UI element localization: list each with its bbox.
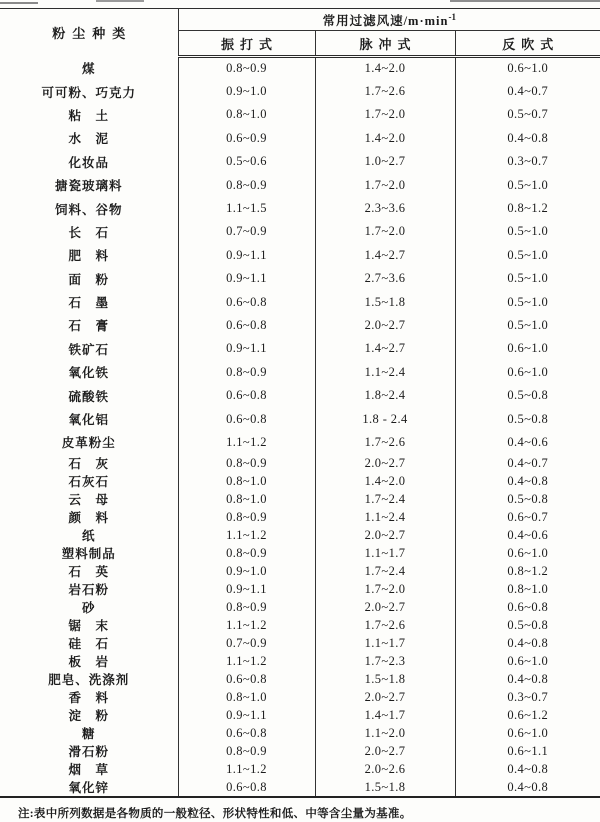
value-cell: 0.6~1.0	[455, 337, 600, 360]
value-cell: 1.1~1.2	[178, 760, 315, 778]
value-cell: 0.6~1.0	[455, 57, 600, 80]
table-row	[0, 384, 600, 407]
dust-type-cell: 化妆品	[68, 155, 109, 170]
dust-type-cell: 板 岩	[68, 655, 109, 670]
value-cell: 0.6~1.0	[455, 361, 600, 384]
value-cell: 0.8~1.0	[178, 688, 315, 706]
value-cell: 1.4~2.7	[315, 244, 455, 267]
value-cell: 2.0~2.7	[315, 688, 455, 706]
value-cell: 0.4~0.8	[455, 778, 600, 797]
table-row	[0, 290, 600, 313]
dust-type-cell: 煤	[81, 62, 96, 77]
value-cell: 0.8~1.0	[178, 472, 315, 490]
dust-type-cell: 岩石粉	[68, 583, 109, 598]
value-cell: 0.5~0.7	[455, 103, 600, 126]
value-cell: 0.5~1.0	[455, 267, 600, 290]
table-row	[0, 526, 600, 544]
dust-type-cell: 粘 土	[68, 108, 109, 123]
value-cell: 1.8~2.4	[315, 384, 455, 407]
dust-type-cell: 石 墨	[68, 296, 109, 311]
table-row	[0, 742, 600, 760]
value-cell: 0.6~0.8	[178, 724, 315, 742]
table-row	[0, 760, 600, 778]
filtration-speed-superscript: -1	[448, 11, 456, 22]
value-cell: 2.7~3.6	[315, 267, 455, 290]
value-cell: 1.7~2.0	[315, 580, 455, 598]
value-cell: 0.8~0.9	[178, 544, 315, 562]
dust-filtration-speed-table	[0, 8, 600, 798]
value-cell: 1.7~2.0	[315, 103, 455, 126]
dust-type-cell: 淀 粉	[68, 709, 109, 724]
value-cell: 1.5~1.8	[315, 670, 455, 688]
table-row	[0, 652, 600, 670]
value-cell: 1.7~2.0	[315, 173, 455, 196]
dust-type-cell: 石 膏	[68, 319, 109, 334]
value-cell: 0.8~0.9	[178, 508, 315, 526]
value-cell: 1.1~1.7	[315, 544, 455, 562]
dust-type-cell: 可可粉、巧克力	[41, 85, 136, 100]
column-header-filtration-speed	[178, 9, 600, 31]
dust-type-cell: 塑料制品	[61, 547, 116, 562]
table-note: 注:表中所列数据是各物质的一般粒径、形状特性和低、中等含尘量为基准。	[18, 808, 412, 821]
value-cell: 0.5~0.8	[455, 384, 600, 407]
filtration-speed-label: 常用过滤风速/m·min	[322, 13, 449, 28]
value-cell: 0.8~0.9	[178, 173, 315, 196]
column-header-pulse-type: 脉冲式	[315, 31, 455, 57]
value-cell: 0.5~1.0	[455, 244, 600, 267]
table-row	[0, 724, 600, 742]
value-cell: 0.6~1.1	[455, 742, 600, 760]
value-cell: 0.9~1.1	[178, 267, 315, 290]
dust-type-cell: 石 英	[68, 565, 109, 580]
dust-type-cell: 石灰石	[68, 475, 109, 490]
dust-type-cell: 硅 石	[68, 637, 109, 652]
value-cell: 0.9~1.1	[178, 337, 315, 360]
value-cell: 1.4~2.7	[315, 337, 455, 360]
value-cell: 0.9~1.0	[178, 562, 315, 580]
dust-type-cell: 云 母	[68, 493, 109, 508]
value-cell: 0.6~0.8	[455, 598, 600, 616]
value-cell: 0.6~0.8	[178, 670, 315, 688]
table-row	[0, 688, 600, 706]
value-cell: 0.4~0.8	[455, 127, 600, 150]
value-cell: 0.6~0.7	[455, 508, 600, 526]
scan-artifact	[96, 0, 144, 2]
table-row	[0, 127, 600, 150]
table-row	[0, 670, 600, 688]
value-cell: 0.4~0.6	[455, 526, 600, 544]
value-cell: 0.8~0.9	[178, 742, 315, 760]
value-cell: 1.5~1.8	[315, 290, 455, 313]
table-row	[0, 57, 600, 80]
value-cell: 0.8~1.0	[178, 103, 315, 126]
dust-type-cell: 长 石	[68, 225, 109, 240]
table-row	[0, 706, 600, 724]
value-cell: 0.8~0.9	[178, 598, 315, 616]
scan-artifact	[450, 0, 600, 2]
value-cell: 0.4~0.8	[455, 670, 600, 688]
table-row	[0, 616, 600, 634]
value-cell: 1.7~2.4	[315, 490, 455, 508]
value-cell: 1.1~1.2	[178, 616, 315, 634]
value-cell: 0.3~0.7	[455, 150, 600, 173]
value-cell: 1.7~2.6	[315, 80, 455, 103]
column-header-shaking-type: 振打式	[178, 31, 315, 57]
value-cell: 1.4~2.0	[315, 57, 455, 80]
dust-type-cell: 糖	[81, 727, 96, 742]
table-row	[0, 244, 600, 267]
value-cell: 1.4~2.0	[315, 127, 455, 150]
table-row	[0, 361, 600, 384]
value-cell: 1.7~2.4	[315, 562, 455, 580]
value-cell: 0.8~0.9	[178, 57, 315, 80]
value-cell: 0.7~0.9	[178, 634, 315, 652]
dust-type-cell: 烟 草	[68, 763, 109, 778]
value-cell: 1.7~2.6	[315, 616, 455, 634]
dust-type-cell: 水 泥	[68, 132, 109, 147]
value-cell: 1.4~2.0	[315, 472, 455, 490]
value-cell: 0.5~1.0	[455, 314, 600, 337]
value-cell: 1.7~2.3	[315, 652, 455, 670]
value-cell: 1.4~1.7	[315, 706, 455, 724]
value-cell: 0.4~0.6	[455, 431, 600, 454]
value-cell: 1.7~2.0	[315, 220, 455, 243]
value-cell: 0.6~0.8	[178, 384, 315, 407]
value-cell: 1.0~2.7	[315, 150, 455, 173]
dust-type-cell: 香 料	[68, 691, 109, 706]
table-row	[0, 80, 600, 103]
table-row	[0, 103, 600, 126]
value-cell: 1.1~1.2	[178, 526, 315, 544]
table-row	[0, 472, 600, 490]
table-row	[0, 508, 600, 526]
dust-type-cell: 砂	[81, 601, 96, 616]
value-cell: 0.9~1.0	[178, 80, 315, 103]
dust-type-cell: 面 粉	[68, 272, 109, 287]
value-cell: 0.6~0.8	[178, 778, 315, 797]
table-row	[0, 598, 600, 616]
table-row	[0, 431, 600, 454]
table-row	[0, 220, 600, 243]
scan-artifact	[0, 2, 38, 4]
dust-type-cell: 锯 末	[68, 619, 109, 634]
table-row	[0, 778, 600, 797]
value-cell: 0.5~0.8	[455, 490, 600, 508]
value-cell: 0.5~1.0	[455, 220, 600, 243]
table-row	[0, 634, 600, 652]
dust-type-cell: 石 灰	[68, 457, 109, 472]
value-cell: 0.4~0.8	[455, 472, 600, 490]
table-row	[0, 454, 600, 472]
value-cell: 1.1~1.5	[178, 197, 315, 220]
value-cell: 0.6~0.8	[178, 314, 315, 337]
table-row	[0, 580, 600, 598]
value-cell: 0.4~0.8	[455, 634, 600, 652]
dust-type-cell: 颜 料	[68, 511, 109, 526]
value-cell: 0.6~0.9	[178, 127, 315, 150]
table-header	[0, 9, 600, 57]
value-cell: 2.0~2.7	[315, 454, 455, 472]
value-cell: 1.1~2.4	[315, 508, 455, 526]
value-cell: 0.8~0.9	[178, 361, 315, 384]
header-row-top	[0, 9, 600, 31]
value-cell: 0.7~0.9	[178, 220, 315, 243]
value-cell: 0.4~0.8	[455, 760, 600, 778]
value-cell: 0.9~1.1	[178, 244, 315, 267]
dust-type-cell: 肥皂、洗涤剂	[48, 673, 130, 688]
dust-type-cell: 铁矿石	[68, 342, 109, 357]
dust-type-cell: 皮革粉尘	[61, 436, 116, 451]
table-row	[0, 544, 600, 562]
value-cell: 0.8~1.2	[455, 562, 600, 580]
value-cell: 0.3~0.7	[455, 688, 600, 706]
value-cell: 1.1~2.4	[315, 361, 455, 384]
value-cell: 2.0~2.7	[315, 526, 455, 544]
value-cell: 0.5~0.8	[455, 616, 600, 634]
table-row	[0, 197, 600, 220]
value-cell: 1.1~2.0	[315, 724, 455, 742]
value-cell: 2.0~2.7	[315, 598, 455, 616]
dust-type-cell: 氧化锌	[68, 781, 109, 796]
dust-type-cell: 氧化铁	[68, 366, 109, 381]
value-cell: 0.9~1.1	[178, 580, 315, 598]
value-cell: 0.6~1.0	[455, 652, 600, 670]
value-cell: 1.1~1.2	[178, 431, 315, 454]
value-cell: 0.5~0.8	[455, 407, 600, 430]
dust-type-cell: 搪瓷玻璃料	[54, 179, 123, 194]
table-row	[0, 337, 600, 360]
value-cell: 0.5~1.0	[455, 173, 600, 196]
table-row	[0, 267, 600, 290]
value-cell: 2.0~2.7	[315, 314, 455, 337]
value-cell: 0.9~1.1	[178, 706, 315, 724]
table-row	[0, 562, 600, 580]
dust-type-cell: 硫酸铁	[68, 389, 109, 404]
value-cell: 0.4~0.7	[455, 80, 600, 103]
dust-type-cell: 滑石粉	[68, 745, 109, 760]
table-row	[0, 314, 600, 337]
dust-type-cell: 肥 料	[68, 249, 109, 264]
value-cell: 0.6~1.2	[455, 706, 600, 724]
column-header-reverse-blow-type: 反吹式	[455, 31, 600, 57]
dust-type-cell: 纸	[81, 529, 96, 544]
table-row	[0, 490, 600, 508]
value-cell: 0.8~1.0	[455, 580, 600, 598]
value-cell: 0.6~1.0	[455, 544, 600, 562]
value-cell: 0.6~0.8	[178, 407, 315, 430]
value-cell: 0.4~0.7	[455, 454, 600, 472]
value-cell: 0.5~1.0	[455, 290, 600, 313]
table-row	[0, 150, 600, 173]
value-cell: 0.8~1.2	[455, 197, 600, 220]
value-cell: 0.6~0.8	[178, 290, 315, 313]
value-cell: 0.6~1.0	[455, 724, 600, 742]
value-cell: 1.1~1.7	[315, 634, 455, 652]
table-row	[0, 407, 600, 430]
table-body	[0, 57, 600, 798]
value-cell: 1.8 - 2.4	[315, 407, 455, 430]
value-cell: 0.8~0.9	[178, 454, 315, 472]
value-cell: 0.5~0.6	[178, 150, 315, 173]
table-row	[0, 173, 600, 196]
value-cell: 2.3~3.6	[315, 197, 455, 220]
value-cell: 1.1~1.2	[178, 652, 315, 670]
value-cell: 2.0~2.7	[315, 742, 455, 760]
value-cell: 1.7~2.6	[315, 431, 455, 454]
dust-type-cell: 饲料、谷物	[54, 202, 123, 217]
value-cell: 1.5~1.8	[315, 778, 455, 797]
dust-type-cell: 氧化铝	[68, 413, 109, 428]
value-cell: 2.0~2.6	[315, 760, 455, 778]
value-cell: 0.8~1.0	[178, 490, 315, 508]
column-header-dust-type: 粉尘种类	[0, 9, 178, 57]
